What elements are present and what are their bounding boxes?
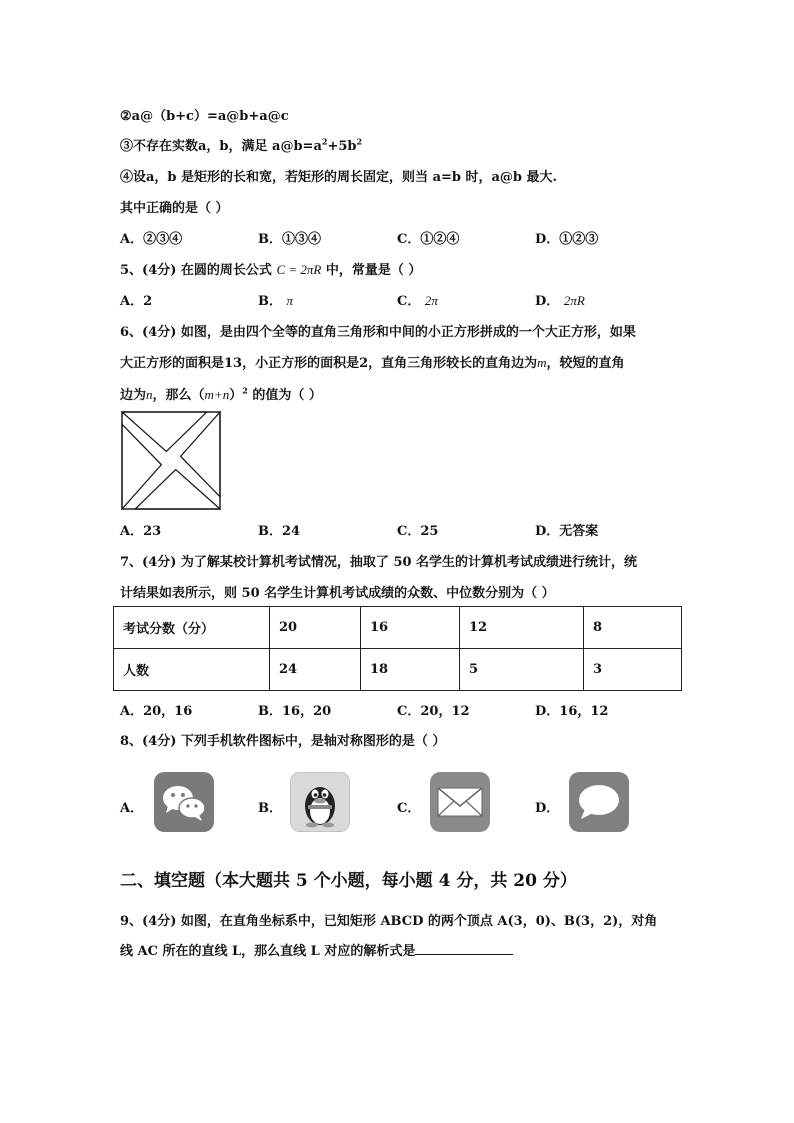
q6-line3-text: 边为 <box>120 388 147 403</box>
q5-text-post: 中，常量是（ ） <box>325 263 422 278</box>
q5-option-d-label: D． <box>535 294 560 309</box>
q7-option-a[interactable]: A．20，16 <box>120 704 193 719</box>
q4-option-b[interactable]: B．①③④ <box>258 232 321 247</box>
table-cell: 20 <box>270 607 361 649</box>
statement-3-text: ③不存在实数a，b，满足 a@b=a <box>120 139 322 154</box>
q5-option-c-value: 2π <box>424 293 438 308</box>
score-table <box>113 606 682 691</box>
q8-option-d[interactable]: D． <box>535 801 560 816</box>
statement-2: ②a@（b+c）=a@b+a@c <box>120 109 289 124</box>
q5-option-a-value: 2 <box>143 294 153 309</box>
q4-option-a[interactable]: A．②③④ <box>120 232 183 247</box>
q7-option-d[interactable]: D．16，12 <box>535 704 609 719</box>
question-7-line1: 7、(4分) 为了解某校计算机考试情况，抽取了 50 名学生的计算机考试成绩进行统计，统 <box>120 555 638 570</box>
answer-blank[interactable] <box>415 942 513 955</box>
q5-option-b[interactable] <box>258 290 293 309</box>
q5-formula: C = 2πR <box>276 262 322 277</box>
q5-option-c[interactable] <box>397 290 438 309</box>
q5-option-b-value: π <box>286 293 294 308</box>
statement-4: ④设a，b 是矩形的长和宽，若矩形的周长固定，则当 a=b 时，a@b 最大. <box>120 170 558 185</box>
table-cell: 8 <box>584 607 682 649</box>
q8-option-c[interactable]: C． <box>397 801 421 816</box>
statement-3 <box>120 135 362 154</box>
q5-option-d-value: 2πR <box>563 293 585 308</box>
q5-option-a[interactable] <box>120 290 152 309</box>
q7-option-b[interactable]: B．16，20 <box>258 704 332 719</box>
q5-text: 5、(4分) 在圆的周长公式 <box>120 263 272 278</box>
q5-option-c-label: C． <box>397 294 421 309</box>
table-cell: 考试分数（分） <box>114 607 270 649</box>
q6-sup: 2 <box>242 385 248 396</box>
statement-3-mid: +5b <box>327 139 357 154</box>
question-6-line3 <box>120 384 322 403</box>
question-7-line2: 计结果如表所示，则 50 名学生计算机考试成绩的众数、中位数分别为（ ） <box>120 586 555 601</box>
question-6-line1: 6、(4分) 如图，是由四个全等的直角三角形和中间的小正方形拼成的一个大正方形，如果 <box>120 325 636 340</box>
triangle-right <box>181 412 220 497</box>
question-9-line2 <box>120 940 513 959</box>
statement-3-sup2: 2 <box>356 136 363 147</box>
qq-penguin-icon[interactable] <box>290 772 350 832</box>
outer-square <box>122 412 220 509</box>
table-cell: 3 <box>584 649 682 691</box>
table-cell: 人数 <box>114 649 270 691</box>
question-6-line2 <box>120 352 625 371</box>
q5-option-b-label: B． <box>258 294 282 309</box>
q6-line2-text-b: ，较短的直角 <box>546 356 625 371</box>
table-row <box>114 607 682 649</box>
statement-3-sup: 2 <box>321 136 328 147</box>
q6-line3-text-c: ） <box>229 388 243 403</box>
q5-option-d[interactable] <box>535 290 585 309</box>
wechat-icon[interactable] <box>154 772 214 832</box>
q7-option-c[interactable]: C．20，12 <box>397 704 470 719</box>
q6-option-a[interactable]: A．23 <box>120 524 162 539</box>
q6-var-n: n <box>146 387 153 402</box>
q6-var-m: m <box>537 355 547 370</box>
q8-option-a[interactable]: A． <box>120 801 144 816</box>
q6-line3-text-b: ，那么（ <box>152 388 205 403</box>
question-8: 8、(4分) 下列手机软件图标中，是轴对称图形的是（ ） <box>120 734 446 749</box>
table-cell: 24 <box>270 649 361 691</box>
q4-option-d[interactable]: D．①②③ <box>535 232 599 247</box>
mail-envelope-icon[interactable] <box>430 772 490 832</box>
q6-expr-mn: m+n <box>204 387 230 402</box>
prompt-correct: 其中正确的是（ ） <box>120 201 229 216</box>
table-row <box>114 649 682 691</box>
question-9-line1: 9、(4分) 如图，在直角坐标系中，已知矩形 ABCD 的两个顶点 A(3，0)、B(3，2)，对角 <box>120 914 658 929</box>
q6-line3-text-d: 的值为（ ） <box>247 388 322 403</box>
q6-option-c[interactable]: C．25 <box>397 524 439 539</box>
q6-option-b[interactable]: B．24 <box>258 524 301 539</box>
q4-option-c[interactable]: C．①②④ <box>397 232 460 247</box>
table-cell: 5 <box>460 649 584 691</box>
triangle-bottom <box>135 470 220 509</box>
table-cell: 18 <box>361 649 460 691</box>
pinwheel-square-figure <box>121 411 221 510</box>
table-cell: 16 <box>361 607 460 649</box>
q5-option-a-label: A． <box>120 294 144 309</box>
q9-line2-text: 线 AC 所在的直线 L，那么直线 L 对应的解析式是 <box>120 944 416 959</box>
message-bubble-icon[interactable] <box>569 772 629 832</box>
q6-option-d[interactable]: D．无答案 <box>535 524 599 539</box>
table-cell: 12 <box>460 607 584 649</box>
q6-line2-text: 大正方形的面积是13，小正方形的面积是2，直角三角形较长的直角边为 <box>120 356 538 371</box>
triangle-left <box>122 424 161 509</box>
triangle-top <box>122 412 207 451</box>
q8-option-b[interactable]: B． <box>258 801 282 816</box>
section-title-fill-in: 二、填空题（本大题共 5 个小题，每小题 4 分，共 20 分） <box>120 871 577 891</box>
question-5 <box>120 259 421 278</box>
